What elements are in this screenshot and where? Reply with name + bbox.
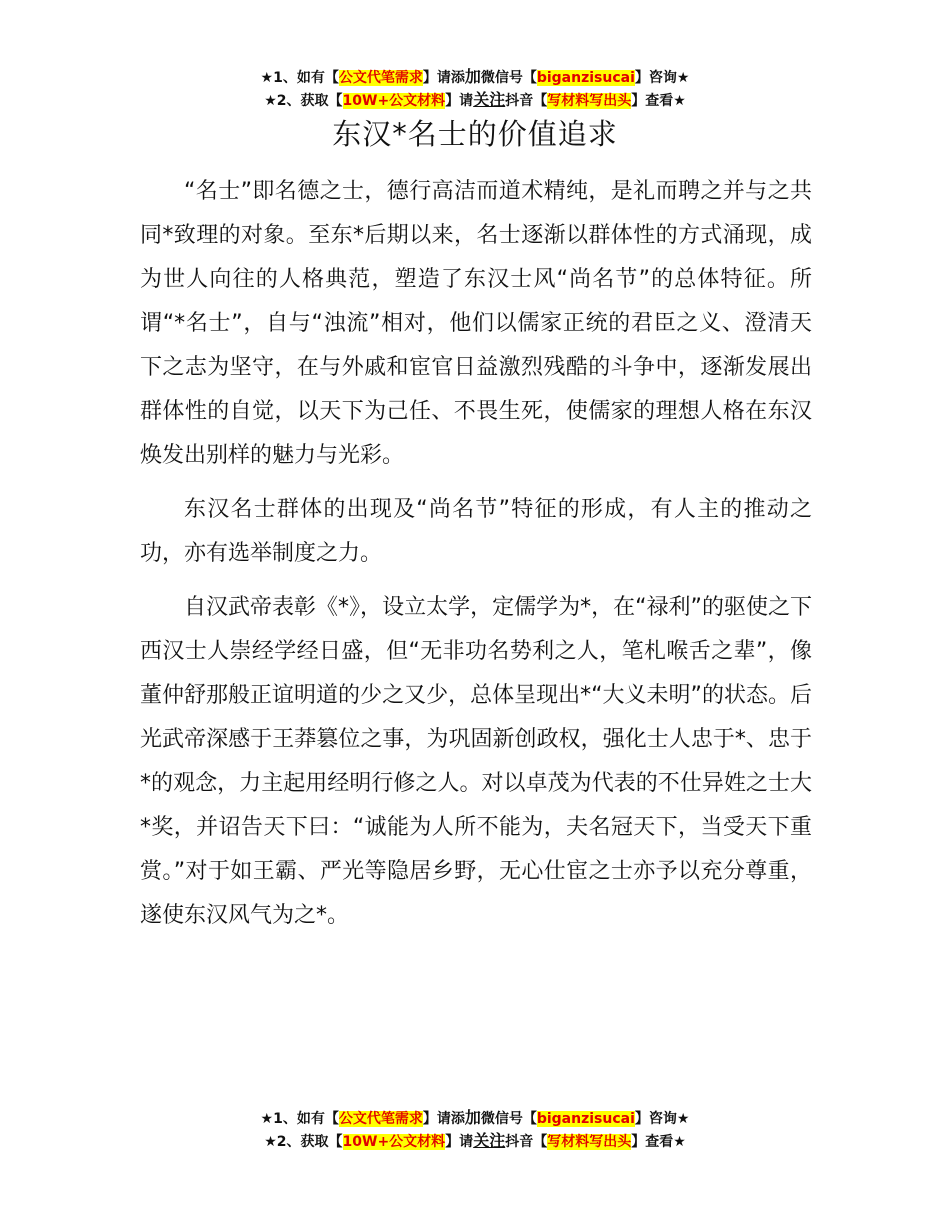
promo-highlight-service: 公文代笔需求	[338, 1111, 423, 1127]
document-title: 东汉*名士的价值追求	[332, 117, 618, 151]
promo-line-1	[0, 1107, 950, 1130]
promo-footer-bottom	[0, 1107, 950, 1153]
promo-text: 微信号【	[480, 1111, 537, 1127]
promo-highlight-materials: 10W+公文材料	[342, 93, 446, 109]
promo-text: 】查看★	[631, 93, 686, 109]
promo-text-large: 加	[464, 67, 481, 86]
paragraph-1: “名士”即名德之士，德行高洁而道术精纯，是礼而聘之并与之共同*致理的对象。至东*后期以来，名士逐渐以群体性的方式涌现，成为世人向往的人格典范，塑造了东汉士风“尚名节”的总体特征。所谓“*名士”，自与“浊流”相对，他们以儒家正统的君臣之义、澄清天下之志为坚守，在与外戚和宦官日益激烈残酷的斗争中，逐渐发展出群体性的自觉，以天下为己任、不畏生死，使儒家的理想人格在东汉焕发出别样的魅力与光彩。	[140, 179, 812, 468]
promo-text: ★2、获取【	[264, 1134, 343, 1150]
promo-text-underlined: 关注	[473, 90, 506, 109]
paragraph-3: 自汉武帝表彰《*》，设立太学，定儒学为*，在“禄利”的驱使之下西汉士人崇经学经日盛，但“无非功名势利之人，笔札喉舌之辈”，像董仲舒那般正谊明道的少之又少，总体呈现出*“大义未明”的状态。后光武帝深感于王莽篡位之事，为巩固新创政权，强化士人忠于*、忠于*的观念，力主起用经明行修之人。对以卓茂为代表的不仕异姓之士大*奖，并诏告天下曰：“诚能为人所不能为，夫名冠天下，当受天下重赏。”对于如王霸、严光等隐居乡野，无心仕宦之士亦予以充分尊重，遂使东汉风气为之*。	[140, 595, 812, 928]
promo-text-underlined: 关注	[473, 1131, 506, 1150]
promo-highlight-service: 公文代笔需求	[338, 70, 423, 86]
promo-text: ★2、获取【	[264, 93, 343, 109]
promo-text: 】咨询★	[634, 1111, 690, 1127]
promo-text: 抖音【	[505, 1134, 548, 1150]
promo-text: 】请	[445, 93, 474, 109]
paragraph-2: 东汉名士群体的出现及“尚名节”特征的形成，有人主的推动之功，亦有选举制度之力。	[140, 497, 812, 566]
promo-highlight-materials: 10W+公文材料	[342, 1134, 446, 1150]
promo-text: 】查看★	[631, 1134, 686, 1150]
promo-text: 微信号【	[480, 70, 537, 86]
promo-line-1	[0, 66, 950, 89]
promo-highlight-account: 写材料写出头	[547, 93, 632, 109]
promo-text: ★1、如有【	[260, 1111, 339, 1127]
promo-text: 】咨询★	[634, 70, 690, 86]
promo-text: 抖音【	[505, 93, 548, 109]
document-body	[140, 170, 812, 948]
promo-text: 】请添	[422, 70, 465, 86]
promo-highlight-wechat-id: biganzisucai	[536, 70, 635, 86]
promo-highlight-account: 写材料写出头	[547, 1134, 632, 1150]
promo-highlight-wechat-id: biganzisucai	[536, 1111, 635, 1127]
promo-line-2	[0, 89, 950, 112]
promo-text: 】请添	[422, 1111, 465, 1127]
promo-text-large: 加	[464, 1108, 481, 1127]
promo-line-2	[0, 1130, 950, 1153]
promo-text: 】请	[445, 1134, 474, 1150]
promo-header-top	[0, 66, 950, 112]
promo-text: ★1、如有【	[260, 70, 339, 86]
